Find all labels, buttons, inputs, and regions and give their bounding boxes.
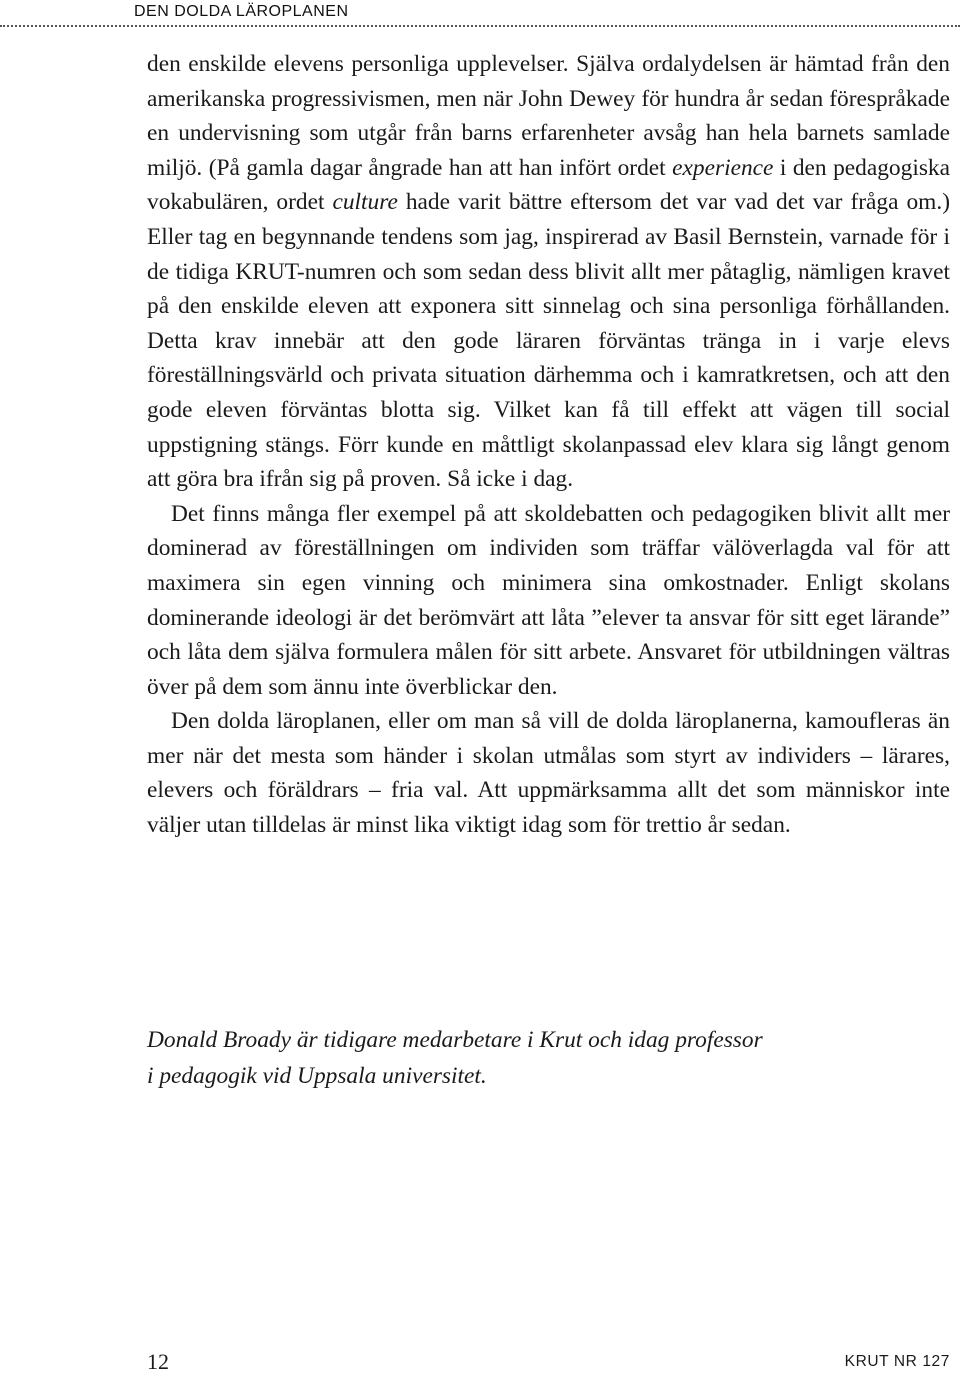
paragraph-2 bbox=[147, 497, 950, 705]
page-number: 12 bbox=[147, 1349, 169, 1374]
paragraph-1 bbox=[147, 47, 950, 497]
paragraph-3 bbox=[147, 704, 950, 842]
byline-line-1: Donald Broady är tidigare medarbetare i Krut och idag professor bbox=[147, 1027, 763, 1053]
term-culture: culture bbox=[332, 189, 398, 216]
journal-issue: KRUT NR 127 bbox=[844, 1353, 950, 1370]
paragraph-2-text: Det finns många fler exempel på att skoldebatten och pedagogiken blivit allt mer dominerad av föreställningen om individen som träffar välöverlagda val för att maximera sin egen vinning och minimera sina omkostnader. Enligt skolans dominerande ideologi är det berömvärt att låta ”elever ta ansvar för sitt eget lärande” och låta dem själva formulera målen för sitt arbete. Ansvaret för utbildningen vältras över på dem som ännu inte överblickar den. bbox=[147, 500, 950, 700]
header-dotted-rule bbox=[0, 25, 960, 27]
paragraph-1-part-5: hade varit bättre eftersom det var vad det var fråga om.) Eller tag en begynnande tendens som jag, inspirerad av Basil Bernstein, varnade för i de tidiga KRUT-numren och som sedan dess blivit allt mer påtaglig, nämligen kravet på den enskilde eleven att exponera sitt sinnelag och sina personliga förhållanden. Detta krav innebär att den gode läraren förväntas tränga in i varje elevs föreställningsvärld och privata situation därhemma och i kamratkretsen, och att den gode eleven förväntas blotta sig. Vilket kan få till effekt att vägen till social uppstigning stängs. Förr kunde en måttligt skolanpassad elev klara sig långt genom att göra bra ifrån sig på proven. Så icke i dag. bbox=[147, 189, 950, 493]
term-experience: experience bbox=[672, 154, 774, 181]
byline-line-2: i pedagogik vid Uppsala universitet. bbox=[147, 1063, 487, 1089]
running-title: DEN DOLDA LÄROPLANEN bbox=[134, 3, 349, 20]
article-body bbox=[147, 47, 950, 843]
paragraph-1-part-3: i den pedagogiska vokabulären, ordet bbox=[147, 154, 951, 216]
paragraph-1-part-1: den enskilde elevens personliga upplevelser. Själva ordalydelsen är hämtad från den amerikanska progressivismen, men när John Dewey för hundra år sedan förespråkade en undervisning som utgår från barns erfarenheter avsåg han hela barnets samlade miljö. (På gamla dagar ångrade han att han infört ordet bbox=[147, 51, 950, 181]
running-header bbox=[0, 0, 960, 30]
paragraph-3-text: Den dolda läroplanen, eller om man så vill de dolda läroplanerna, kamoufleras än mer när det mesta som händer i skolan utmålas som styrt av individers – lärares, elevers och föräldrars – fria val. Att uppmärksamma allt det som människor inte väljer utan tilldelas är minst lika viktigt idag som för trettio år sedan. bbox=[147, 708, 950, 839]
author-byline bbox=[147, 1022, 950, 1094]
